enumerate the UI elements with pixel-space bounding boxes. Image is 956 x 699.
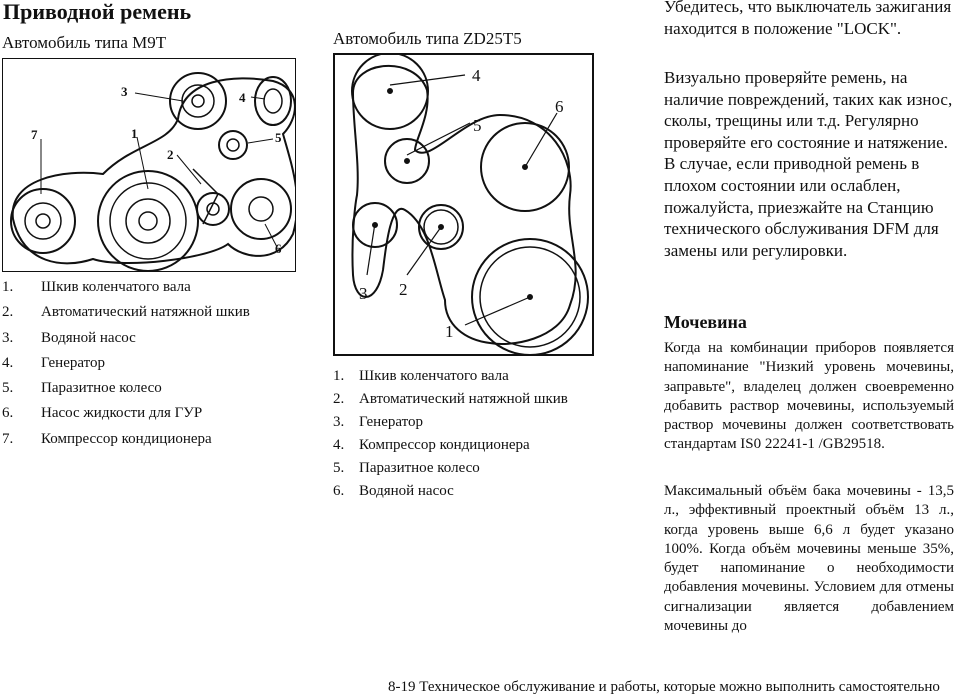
list-item: 7. Компрессор кондиционера	[2, 430, 212, 447]
right-label-2: 2	[399, 280, 408, 299]
right-belt-diagram-drawing	[335, 55, 592, 354]
generator-pulley	[255, 77, 291, 125]
left-parts-list	[2, 277, 322, 454]
left-diagram-subtitle: Автомобиль типа M9T	[2, 33, 167, 52]
right-belt-diagram	[333, 53, 594, 356]
compressor-pulley	[11, 189, 75, 253]
right-label-1: 1	[445, 322, 454, 341]
water-pump-pulley	[170, 73, 226, 129]
power-steering-pulley	[231, 179, 291, 239]
belt-inspection-paragraph: Визуально проверяйте ремень, на наличие повреждений, таких как износ, сколы, трещины или т.д. Регулярно проверяйте его состояние и натяжение. В случае, если приводной ремень в плохом состоянии или ослаблен, пожалуйста, приезжайте на Станцию технического обслуживания DFM для замены или регулировки.	[664, 68, 953, 260]
left-label-4: 4	[239, 90, 246, 105]
list-item: 5. Паразитное колесо	[2, 380, 162, 397]
left-belt-diagram	[2, 58, 296, 272]
left-label-1: 1	[131, 126, 138, 141]
page-footer: 8-19 Техническое обслуживание и работы, которые можно выполнить самостоятельно	[388, 679, 940, 695]
tensioner-pulley	[197, 193, 229, 225]
right-label-4: 4	[472, 66, 481, 85]
left-label-3: 3	[121, 84, 128, 99]
section-heading: Приводной ремень	[3, 0, 192, 24]
right-label-3: 3	[359, 284, 368, 303]
left-label-2: 2	[167, 147, 174, 162]
idler-pulley	[219, 131, 247, 159]
urea-heading: Мочевина	[664, 312, 747, 332]
left-belt-diagram-drawing	[3, 59, 295, 271]
list-item: 4. Генератор	[2, 354, 105, 371]
list-item: 4. Компрессор кондиционера	[333, 437, 530, 453]
list-item: 1. Шкив коленчатого вала	[2, 279, 191, 295]
list-item: 6. Насос жидкости для ГУР	[2, 405, 203, 422]
left-label-6: 6	[275, 241, 282, 256]
list-item: 2. Автоматический натяжной шкив	[333, 391, 568, 407]
urea-warning-paragraph: Когда на комбинации приборов появляется напоминание "Низкий уровень мочевины, заправьте", владелец должен своевременно добавить раствор мочевины, используемый раствор мочевины должен соответствовать стандартам IS0 22241-1 /GB29518.	[664, 340, 954, 453]
list-item: 6. Водяной насос	[333, 483, 454, 499]
list-item: 2. Автоматический натяжной шкив	[2, 304, 250, 321]
left-label-7: 7	[31, 127, 38, 142]
list-item: 3. Водяной насос	[2, 329, 136, 346]
left-label-5: 5	[275, 130, 282, 145]
right-parts-list	[333, 366, 623, 504]
right-label-5: 5	[473, 116, 482, 135]
urea-tank-paragraph: Максимальный объём бака мочевины - 13,5 л., эффективный проектный объём 13 л., когда уровень выше 6,6 л будет указано 100%. Когда объём мочевины меньше 35%, будет напоминание о необходимости добавления мочевины. Условием для отмены сигнализации является добавлением мочевины до	[664, 483, 954, 635]
list-item: 3. Генератор	[333, 414, 423, 430]
crankshaft-pulley	[98, 171, 198, 271]
right-label-6: 6	[555, 97, 564, 116]
list-item: 5. Паразитное колесо	[333, 460, 480, 476]
list-item: 1. Шкив коленчатого вала	[333, 368, 509, 384]
ignition-lock-paragraph: Убедитесь, что выключатель зажигания находится в положение "LOCK".	[664, 0, 952, 38]
right-diagram-subtitle: Автомобиль типа ZD25T5	[333, 29, 522, 48]
